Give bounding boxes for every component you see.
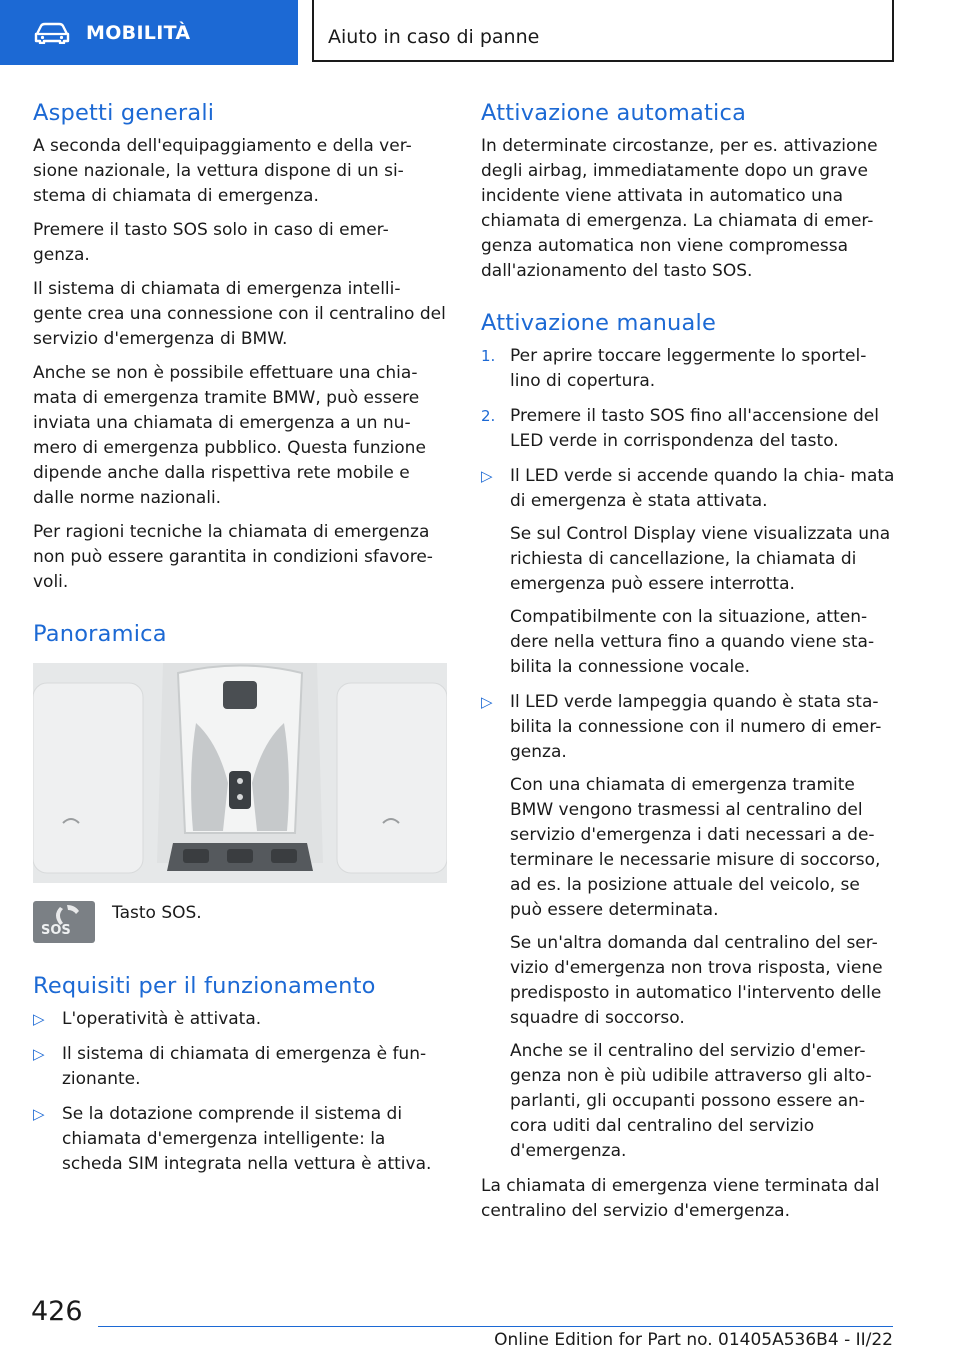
paragraph: Anche se il centralino del servizio d'emer- genza non è più udibile attraverso gli alto- parlanti, gli occupanti possono essere an- cora uditi dal centralino del servizio d'emergenza. (510, 1041, 872, 1161)
triangle-bullet-icon: ▷ (481, 467, 493, 485)
step-number: 2. (481, 407, 496, 425)
step-number: 1. (481, 347, 496, 365)
paragraph: A seconda dell'equipaggiamento e della ver- sione nazionale, la vettura dispone di un si- stema di chiamata di emergenza. (33, 136, 412, 206)
heading-general: Aspetti generali (33, 100, 215, 126)
paragraph: Se un'altra domanda dal centralino del ser- vizio d'emergenza non trova risposta, viene predisposto in automatico l'intervento delle squadre di soccorso. (510, 933, 883, 1028)
paragraph: La chiamata di emergenza viene terminata dal centralino del servizio d'emergenza. (481, 1176, 880, 1221)
chapter-tab (0, 0, 298, 65)
section-header (312, 0, 894, 62)
triangle-bullet-icon: ▷ (33, 1010, 45, 1028)
paragraph: Premere il tasto SOS solo in caso di emer- genza. (33, 220, 389, 265)
triangle-bullet-icon: ▷ (33, 1105, 45, 1123)
car-icon (34, 22, 70, 44)
list-item: ▷ L'operatività è attivata. (33, 1007, 447, 1032)
sos-caption: Tasto SOS. (112, 903, 202, 923)
overhead-console-photo (33, 663, 447, 883)
paragraph: Compatibilmente con la situazione, atten- dere nella vettura fino a quando viene sta- bilita la connessione vocale. (510, 607, 875, 677)
list-item: 1. Per aprire toccare leggermente lo sportel- lino di copertura. (481, 346, 867, 391)
manual-steps (481, 344, 895, 1164)
list-item: ▷ Il LED verde lampeggia quando è stata sta- bilita la connessione con il numero di emer- genza. Con una chiamata di emergenza tramite BMW vengono trasmessi al centralino del servizio d'emergenza i dati necessari a de- terminare le necessarie misure di soccorso, ad es. la posizione attuale del veicolo, se può essere determinata. Se un'altra domanda dal centralino del ser- vizio d'emergenza non trova risposta, viene predisposto in automatico l'intervento delle squadre di soccorso. Anche se il centralino del servizio d'emer- genza non è più udibile attraverso gli alto- parlanti, gli occupanti possono essere an- cora uditi dal centralino del servizio d'emergenza. (481, 690, 895, 1164)
heading-auto: Attivazione automatica (481, 100, 747, 126)
triangle-bullet-icon: ▷ (481, 693, 493, 711)
paragraph: Se sul Control Display viene visualizzata una richiesta di cancellazione, la chiamata di emergenza può essere interrotta. (510, 524, 891, 594)
heading-manual: Attivazione manuale (481, 310, 716, 336)
paragraph: In determinate circostanze, per es. attivazione degli airbag, immediatamente dopo un grave incidente viene attivata in automatico una chiamata di emergenza. La chiamata di emer- genza automatica non viene compromessa dall'azionamento del tasto SOS. (481, 136, 878, 281)
footer-divider (98, 1326, 893, 1327)
paragraph: Anche se non è possibile effettuare una chia- mata di emergenza tramite BMW, può essere inviata una chiamata di emergenza a un nu- mero di emergenza pubblico. Questa funzione dipende anche dalla rispettiva rete mobile e dalle norme nazionali. (33, 363, 426, 508)
paragraph: Il sistema di chiamata di emergenza intelli- gente crea una connessione con il centralino del servizio d'emergenza di BMW. (33, 279, 446, 349)
section-title: Aiuto in caso di panne (328, 26, 540, 48)
left-column (33, 100, 447, 1187)
sos-key-icon (33, 901, 95, 943)
right-column (481, 100, 895, 1233)
paragraph: Con una chiamata di emergenza tramite BMW vengono trasmessi al centralino del servizio d'emergenza i dati necessari a de- terminare le necessarie misure di soccorso, ad es. la posizione attuale del veicolo, se può essere determinata. (510, 775, 881, 920)
paragraph: Per ragioni tecniche la chiamata di emergenza non può essere garantita in condizioni sfavore- voli. (33, 522, 433, 592)
list-item: 2. Premere il tasto SOS fino all'accensione del LED verde in corrispondenza del tasto. (481, 406, 879, 451)
triangle-bullet-icon: ▷ (33, 1045, 45, 1063)
edition-note: Online Edition for Part no. 01405A536B4 - II/22 (494, 1330, 893, 1350)
list-item: ▷ Il sistema di chiamata di emergenza è fun- zionante. (33, 1044, 427, 1089)
requirements-list (33, 1007, 447, 1177)
page-number: 426 (31, 1296, 83, 1327)
heading-overview: Panoramica (33, 621, 167, 647)
sos-legend (33, 901, 447, 943)
chapter-title: MOBILITÀ (86, 21, 191, 44)
heading-requirements: Requisiti per il funzionamento (33, 973, 376, 999)
list-item: ▷ Se la dotazione comprende il sistema di chiamata d'emergenza intelligente: la scheda SIM integrata nella vettura è attiva. (33, 1104, 432, 1174)
sos-key-label: SOS (41, 923, 71, 938)
list-item: ▷ Il LED verde si accende quando la chia- mata di emergenza è stata attivata. Se sul Control Display viene visualizzata una richiesta di cancellazione, la chiamata di emergenza può essere interrotta. Compatibilmente con la situazione, atten- dere nella vettura fino a quando viene sta- bilita la connessione vocale. (481, 464, 895, 680)
